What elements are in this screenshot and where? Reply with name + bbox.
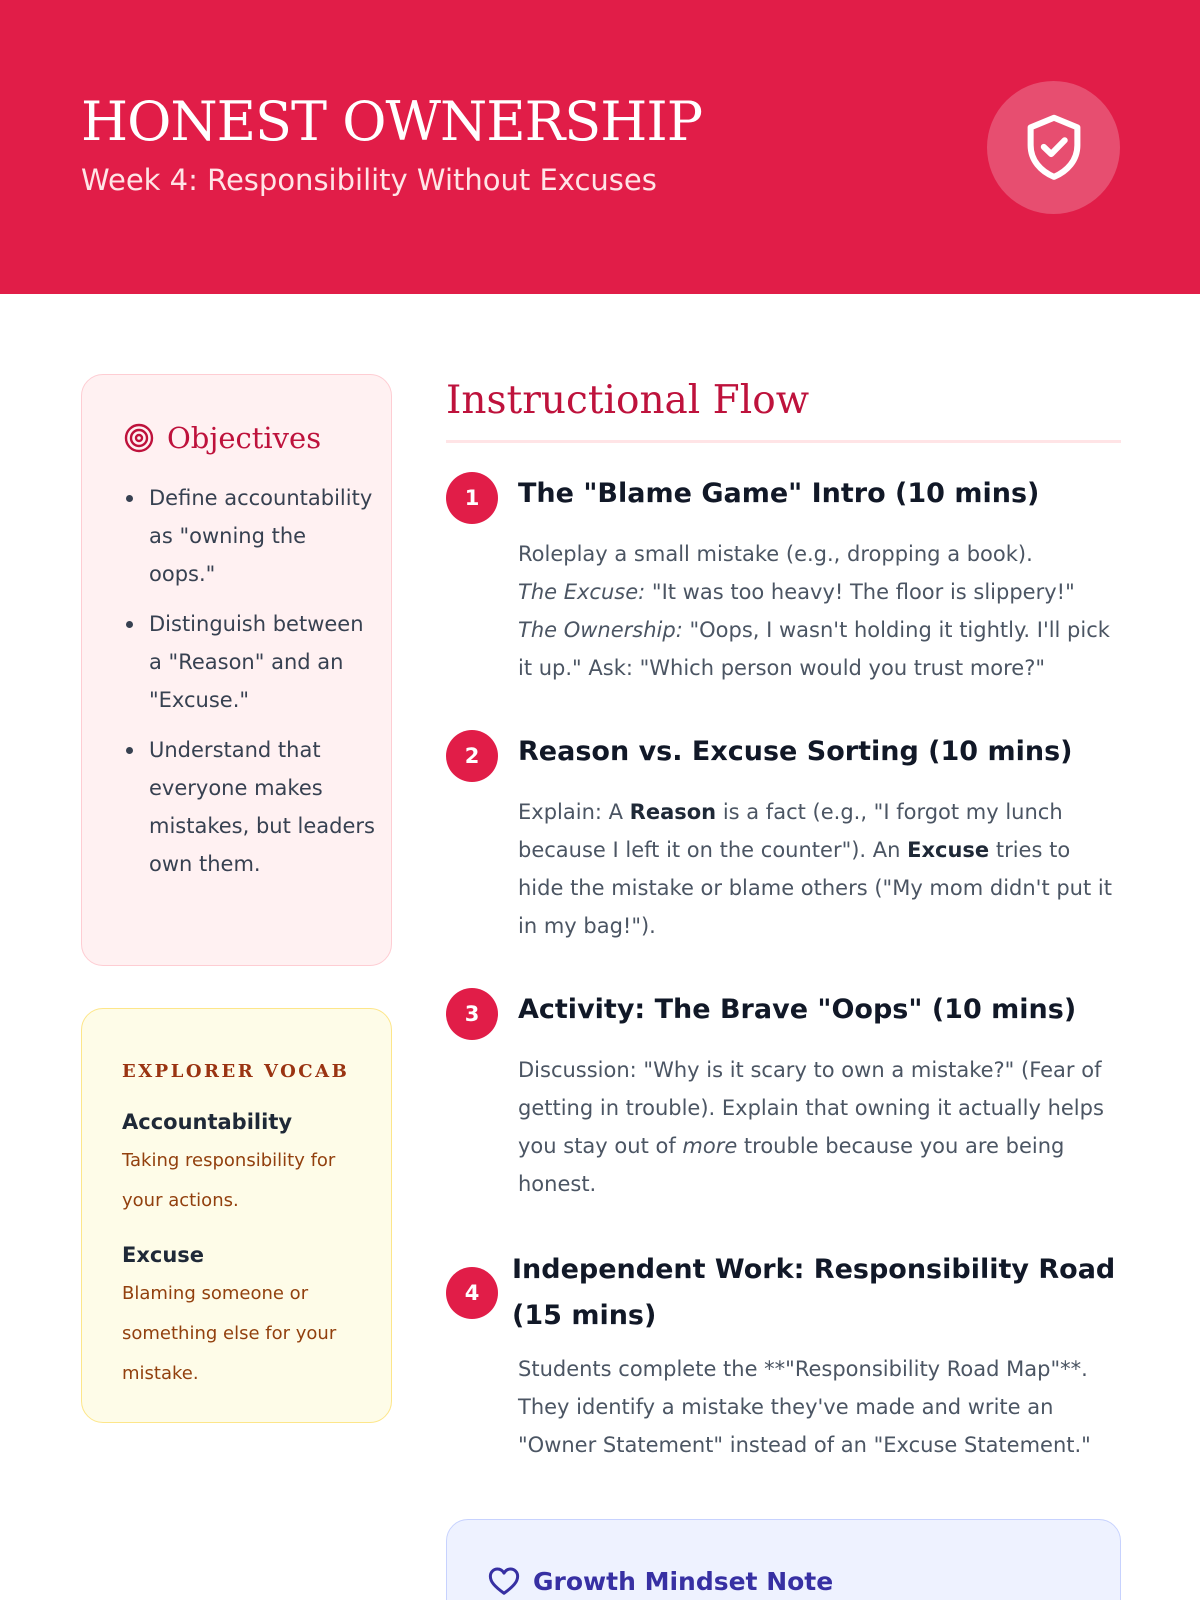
step-title: Reason vs. Excuse Sorting (10 mins) — [518, 736, 1073, 767]
objectives-heading-row — [123, 421, 321, 455]
ownership-label: The Ownership: — [518, 618, 683, 642]
step-number-badge: 2 — [446, 730, 498, 782]
step-text: is a fact (e.g., "I forgot my lunch because I left it on the counter"). An — [518, 800, 1063, 862]
step-body — [518, 535, 1121, 687]
page-title: HONEST OWNERSHIP — [81, 90, 703, 153]
step-number-badge: 3 — [446, 988, 498, 1040]
step-body: Students complete the **"Responsibility Road Map"**. They identify a mistake they've made and write an "Owner Statement" instead of an "Excuse Statement." — [518, 1357, 1091, 1457]
excuse-text: "It was too heavy! The floor is slippery!" — [645, 580, 1075, 604]
excuse-term: Excuse — [907, 838, 990, 862]
step-body — [518, 1051, 1121, 1203]
vocab-definition: Blaming someone or something else for your mistake. — [122, 1283, 337, 1384]
shield-check-icon — [1021, 112, 1087, 184]
step-text: Discussion: "Why is it scary to own a mistake?" (Fear of getting in trouble). Explain that owning it actually helps you stay out of — [518, 1058, 1104, 1158]
vocab-card — [81, 1008, 392, 1423]
header-badge — [987, 81, 1120, 214]
note-heading-row — [487, 1566, 833, 1596]
emphasis-text: more — [682, 1134, 738, 1158]
objectives-list — [149, 479, 379, 895]
vocab-term: Excuse — [122, 1243, 205, 1267]
page-subtitle: Week 4: Responsibility Without Excuses — [81, 163, 657, 197]
step-text: tries to hide the mistake or blame others ("My mom didn't put it in my bag!"). — [518, 838, 1112, 938]
step-text: Explain: A — [518, 800, 630, 824]
vocab-term: Accountability — [122, 1110, 293, 1134]
step-title: Activity: The Brave "Oops" (10 mins) — [518, 994, 1077, 1025]
step-title: Independent Work: Responsibility Road (15 mins) — [512, 1254, 1116, 1331]
objectives-heading: Objectives — [167, 421, 322, 455]
objective-item: Understand that everyone makes mistakes, but leaders own them. — [149, 731, 379, 883]
vocab-definition: Taking responsibility for your actions. — [122, 1150, 336, 1211]
page-header — [0, 0, 1200, 294]
excuse-label: The Excuse: — [518, 580, 646, 604]
flow-heading: Instructional Flow — [446, 378, 810, 423]
growth-mindset-card — [446, 1519, 1121, 1600]
step-text: trouble because you are being honest. — [518, 1134, 1065, 1196]
step-body — [518, 793, 1121, 945]
step-number-badge: 4 — [446, 1267, 498, 1319]
heart-icon — [487, 1566, 521, 1596]
objective-item: Define accountability as "owning the oops." — [149, 479, 379, 593]
note-heading: Growth Mindset Note — [533, 1566, 834, 1596]
target-icon — [123, 422, 155, 454]
objective-item: Distinguish between a "Reason" and an "Excuse." — [149, 605, 379, 719]
reason-term: Reason — [629, 800, 717, 824]
step-title: The "Blame Game" Intro (10 mins) — [518, 478, 1040, 509]
vocab-heading: EXPLORER VOCAB — [122, 1061, 350, 1082]
step-text: Roleplay a small mistake (e.g., dropping a book). — [518, 542, 1033, 566]
step-number-badge: 1 — [446, 472, 498, 524]
ownership-text: "Oops, I wasn't holding it tightly. I'll pick it up." Ask: "Which person would you trust more?" — [518, 618, 1110, 680]
flow-divider — [446, 440, 1121, 443]
objectives-card — [81, 374, 392, 966]
